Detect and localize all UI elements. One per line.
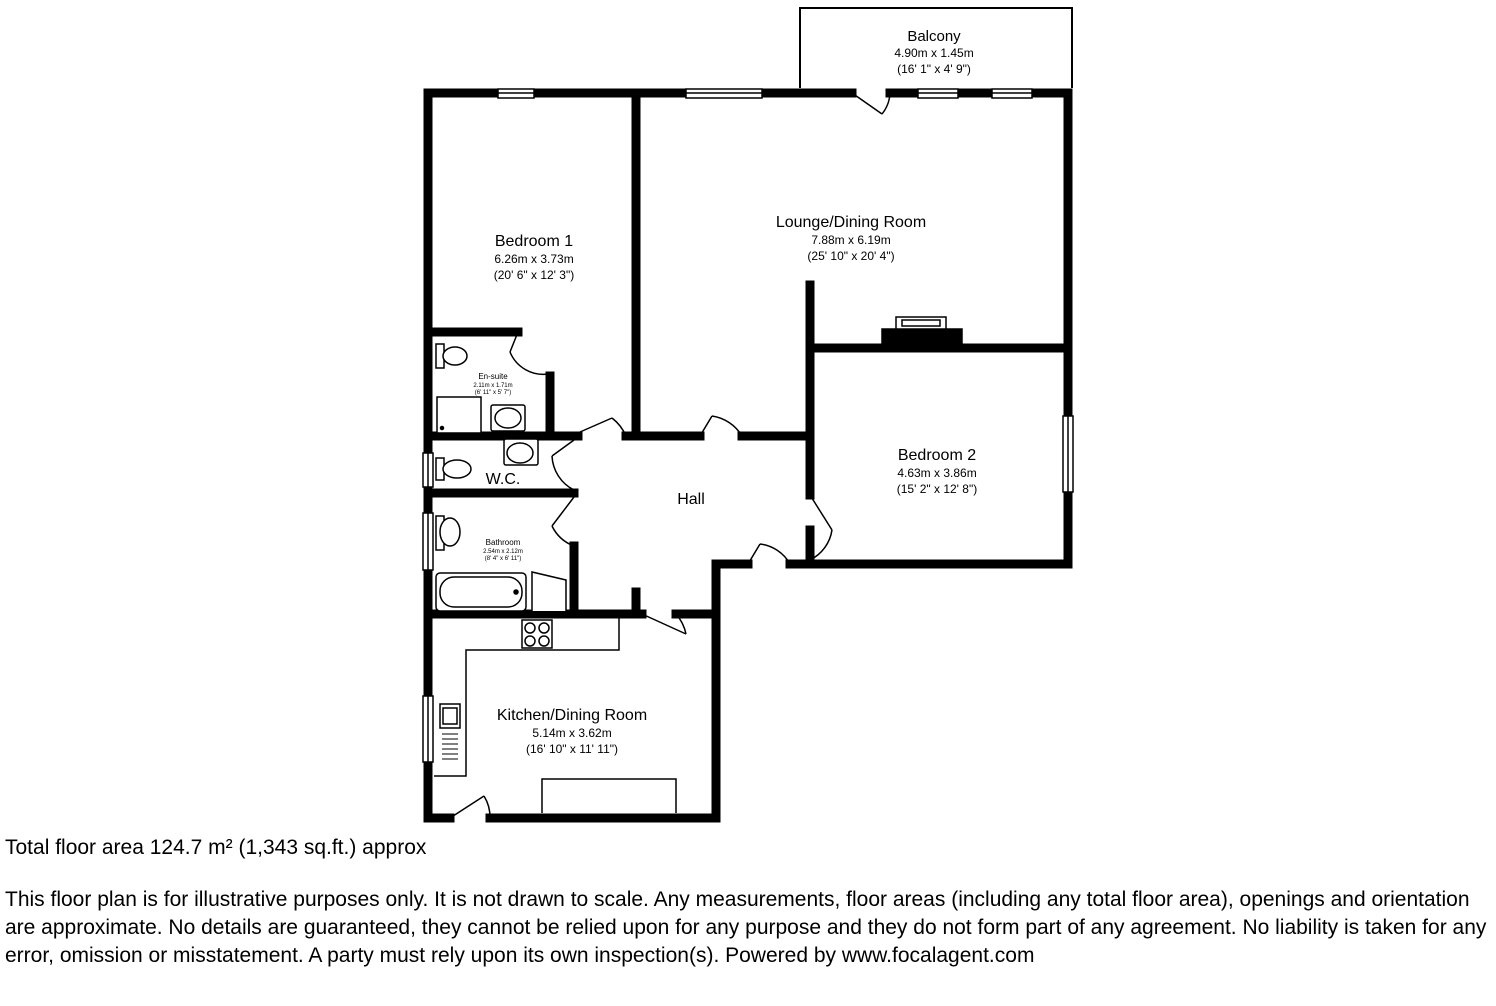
disclaimer-text: This floor plan is for illustrative purposes only. It is not drawn to scale. Any measurements, floor areas (including any total floor area), openings and orientation are approximate. No details are guaranteed, they cannot be relied upon for any purpose and they do not form part of any agreement. No liability is taken for any error, omission or misstatement. A party must rely upon its own inspection(s). Powered by www.focalagent.com — [5, 888, 1487, 967]
lounge-metric: 7.88m x 6.19m — [811, 233, 891, 247]
drainer — [442, 734, 458, 759]
ensuite-imperial: (6' 11" x 5' 7") — [474, 390, 512, 396]
lounge-name: Lounge/Dining Room — [775, 214, 927, 231]
hall-name: Hall — [677, 491, 705, 508]
bathroom-name: Bathroom — [485, 538, 521, 547]
balcony-name: Balcony — [907, 28, 961, 45]
fireplace — [882, 329, 962, 348]
ensuite-metric: 2.11m x 1.71m — [473, 383, 513, 389]
balcony-imperial: (16' 1" x 4' 9") — [897, 62, 971, 76]
bathroom-metric: 2.54m x 2.12m — [483, 549, 523, 555]
kitchen-unit — [542, 779, 676, 813]
bathroom-imperial: (8' 4" x 6' 11") — [484, 556, 522, 562]
bedroom1-imperial: (20' 6" x 12' 3") — [493, 268, 575, 282]
wc-toilet-icon — [443, 460, 471, 478]
bedroom1-metric: 6.26m x 3.73m — [494, 252, 574, 266]
bedroom1-name: Bedroom 1 — [494, 233, 574, 250]
kitchen-name: Kitchen/Dining Room — [496, 707, 648, 724]
wc-name: W.C. — [485, 471, 521, 488]
lounge-imperial: (25' 10" x 20' 4") — [807, 249, 895, 263]
kitchen-imperial: (16' 10" x 11' 11") — [525, 742, 619, 756]
bedroom2-metric: 4.63m x 3.86m — [897, 466, 977, 480]
ensuite-toilet-icon — [443, 347, 467, 365]
bath-basin — [532, 572, 566, 611]
kitchen-metric: 5.14m x 3.62m — [532, 726, 612, 740]
total-floor-area: Total floor area 124.7 m² (1,343 sq.ft.) approx — [5, 836, 427, 859]
ensuite-name: En-suite — [478, 372, 508, 381]
bath-toilet-icon — [440, 518, 460, 546]
bedroom2-name: Bedroom 2 — [897, 447, 977, 464]
balcony-metric: 4.90m x 1.45m — [894, 46, 974, 60]
bedroom2-imperial: (15' 2" x 12' 8") — [896, 482, 978, 496]
